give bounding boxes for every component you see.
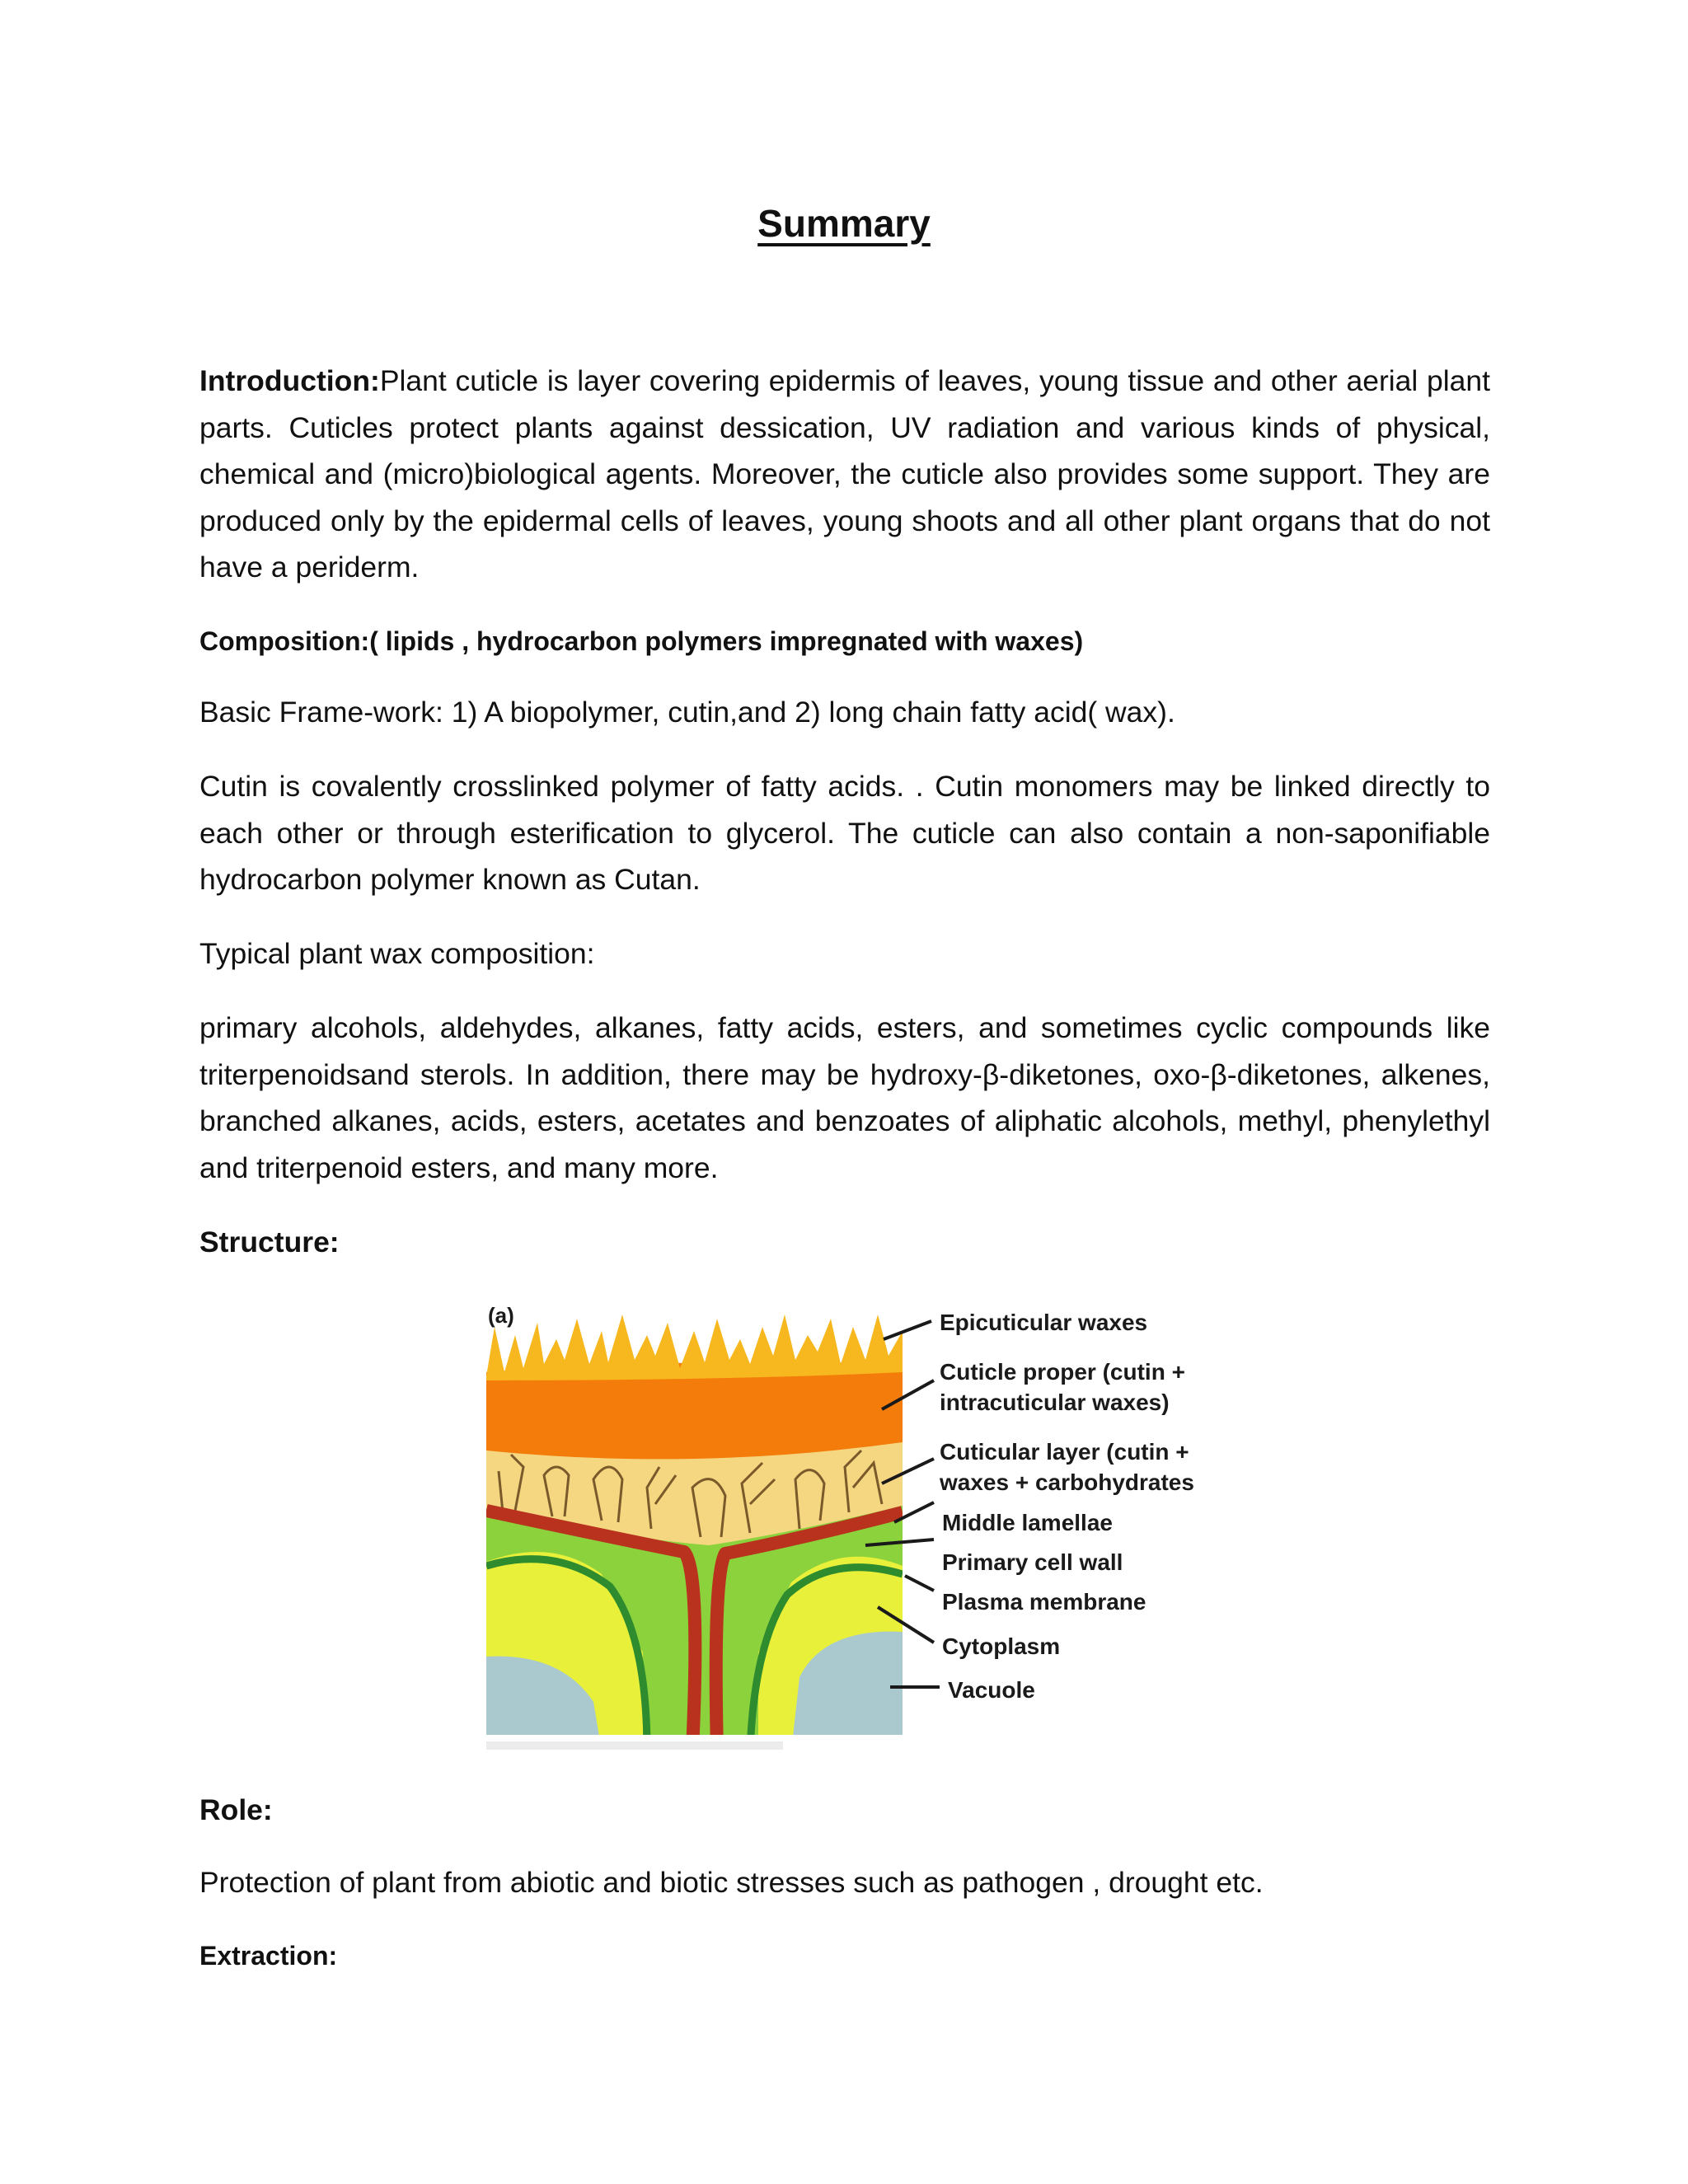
cutin-paragraph: Cutin is covalently crosslinked polymer of fatty acids. . Cutin monomers may be linked directly to each other or through esterification to glycerol. The cuticle can also contain a non-saponifiable hydrocarbon polymer known as Cutan. xyxy=(199,770,1490,896)
figure-panel-label: (a) xyxy=(488,1303,514,1328)
label-primary-cell-wall: Primary cell wall xyxy=(942,1549,1123,1575)
epicuticular-wax-layer xyxy=(486,1315,903,1380)
framework-paragraph: Basic Frame-work: 1) A biopolymer, cutin,and 2) long chain fatty acid( wax). xyxy=(199,696,1175,729)
structure-heading: Structure: xyxy=(199,1226,340,1258)
label-cuticle-proper-line1: Cuticle proper (cutin + xyxy=(940,1359,1185,1385)
label-plasma-membrane: Plasma membrane xyxy=(942,1589,1146,1615)
cuticle-diagram xyxy=(478,1290,1220,1768)
role-paragraph: Protection of plant from abiotic and biotic stresses such as pathogen , drought etc. xyxy=(199,1866,1264,1899)
page-title: Summary xyxy=(757,202,931,245)
role-heading: Role: xyxy=(199,1793,273,1826)
introduction-text: Plant cuticle is layer covering epidermis of leaves, young tissue and other aerial plant parts. Cuticles protect plants against dessication, UV radiation and various kinds of physical, chemical and (micro)biological agents. Moreover, the cuticle also provides some support. They are produced only by the epidermal cells of leaves, young shoots and all other plant organs that do not have a periderm. xyxy=(199,364,1490,583)
label-middle-lamellae: Middle lamellae xyxy=(942,1510,1113,1535)
label-cytoplasm: Cytoplasm xyxy=(942,1633,1061,1659)
label-cuticular-layer-line2: waxes + carbohydrates xyxy=(940,1469,1194,1495)
cuticle-structure-figure xyxy=(478,1290,1220,1768)
extraction-heading: Extraction: xyxy=(199,1941,338,1971)
label-cuticle-proper-line2: intracuticular waxes) xyxy=(940,1390,1170,1415)
figure-credit-smudge xyxy=(486,1741,783,1750)
composition-heading: Composition:( lipids , hydrocarbon polymers impregnated with waxes) xyxy=(199,626,1084,656)
introduction-label: Introduction: xyxy=(199,364,380,397)
introduction-paragraph xyxy=(199,358,1490,591)
label-vacuole: Vacuole xyxy=(948,1677,1035,1703)
label-cuticular-layer-line1: Cuticular layer (cutin + xyxy=(940,1439,1189,1465)
wax-composition-paragraph: primary alcohols, aldehydes, alkanes, fatty acids, esters, and sometimes cyclic compounds like triterpenoidsand sterols. In addition, there may be hydroxy-β-diketones, oxo-β-diketones, alkenes, branched alkanes, acids, esters, acetates and benzoates of aliphatic alcohols, methyl, phenylethyl and triterpenoid esters, and many more. xyxy=(199,1011,1490,1184)
wax-composition-heading: Typical plant wax composition: xyxy=(199,937,595,970)
label-epicuticular-waxes: Epicuticular waxes xyxy=(940,1310,1148,1335)
